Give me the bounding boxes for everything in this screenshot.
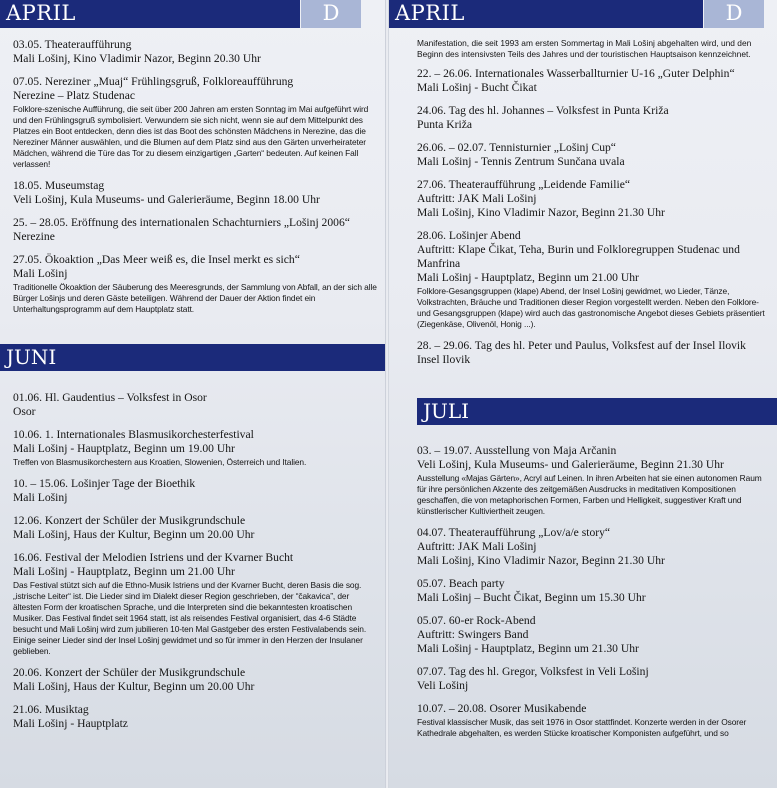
event-description: Festival klassischer Musik, das seit 1976 in Osor stattfindet. Konzerte werden in der Osorer Kathedrale abgehalten, es werden Stücke kroatischer Komponisten aufgeführt, und so xyxy=(417,717,747,738)
event-title: 24.06. Tag des hl. Johannes – Volksfest in Punta Križa xyxy=(417,104,669,117)
event-detail: Mali Lošinj - Hauptplatz, Beginn um 21.30 Uhr xyxy=(417,642,639,655)
event-item xyxy=(417,67,769,95)
language-tab: D xyxy=(301,0,361,28)
event-title: 03. – 19.07. Ausstellung von Maja Arčanin xyxy=(417,444,617,457)
event-detail: Mali Lošinj, Kino Vladimir Nazor, Beginn 20.30 Uhr xyxy=(13,52,261,65)
event-item xyxy=(13,703,378,731)
event-item xyxy=(417,141,769,169)
event-detail: Auftritt: Swingers Band xyxy=(417,628,529,641)
event-detail: Mali Lošinj - Hauptplatz xyxy=(13,717,128,730)
event-detail: Auftritt: Klape Čikat, Teha, Burin und Folkloregruppen Studenac und Manfrina xyxy=(417,243,740,270)
lead-paragraph: Manifestation, die seit 1993 am ersten Sommertag in Mali Lošinj abgehalten wird, und den Beginn des intensivsten Teils des Jahres und der touristischen Hauptsaison kennzeichnet. xyxy=(417,38,752,59)
event-item xyxy=(417,444,769,517)
event-detail: Mali Lošinj - Tennis Zentrum Sunčana uvala xyxy=(417,155,625,168)
event-item xyxy=(417,577,769,605)
event-item xyxy=(13,38,378,66)
event-item xyxy=(417,104,769,132)
event-item xyxy=(13,477,378,505)
event-title: 04.07. Theateraufführung „Lov/a/e story“ xyxy=(417,526,611,539)
event-detail: Mali Lošinj - Bucht Čikat xyxy=(417,81,537,94)
event-item xyxy=(13,428,378,468)
event-detail: Nerezine – Platz Studenac xyxy=(13,89,136,102)
event-title: 03.05. Theateraufführung xyxy=(13,38,132,51)
event-detail: Insel Ilovik xyxy=(417,353,471,366)
event-title: 05.07. 60-er Rock-Abend xyxy=(417,614,536,627)
right-page xyxy=(389,0,777,788)
event-title: 28. – 29.06. Tag des hl. Peter und Paulus, Volksfest auf der Insel Ilovik xyxy=(417,339,746,352)
event-detail: Veli Lošinj, Kula Museums- und Galerieräume, Beginn 21.30 Uhr xyxy=(417,458,724,471)
event-detail: Veli Lošinj xyxy=(417,679,469,692)
event-title: 10. – 15.06. Lošinjer Tage der Bioethik xyxy=(13,477,196,490)
event-item xyxy=(13,75,378,170)
month-bar-juli: JULI xyxy=(417,398,777,425)
event-title: 10.06. 1. Internationales Blasmusikorchesterfestival xyxy=(13,428,254,441)
april-events xyxy=(13,38,378,324)
event-title: 20.06. Konzert der Schüler der Musikgrundschule xyxy=(13,666,246,679)
event-title: 26.06. – 02.07. Tennisturnier „Lošinj Cup“ xyxy=(417,141,616,154)
event-item xyxy=(13,253,378,315)
event-title: 22. – 26.06. Internationales Wasserballturnier U-16 „Guter Delphin“ xyxy=(417,67,735,80)
event-item xyxy=(13,666,378,694)
event-title: 27.05. Ökoaktion „Das Meer weiß es, die Insel merkt es sich“ xyxy=(13,253,300,266)
language-tab: D xyxy=(704,0,764,28)
juni-events xyxy=(13,391,378,740)
header-month: APRIL xyxy=(0,0,300,28)
event-item xyxy=(417,339,769,367)
month-bar-juni: JUNI xyxy=(0,344,385,371)
event-item xyxy=(13,391,378,419)
event-item xyxy=(417,229,769,330)
event-description: Traditionelle Ökoaktion der Säuberung des Meeresgrunds, der Sammlung von Abfall, an der sich alle Bürger Lošinjs und deren Gäste beteiligen. Während der Dauer der Aktion findet ein Unterhaltungsprogramm auf dem Hauptplatz statt. xyxy=(13,282,377,314)
event-detail: Nerezine xyxy=(13,230,55,243)
event-item xyxy=(13,179,378,207)
event-title: 05.07. Beach party xyxy=(417,577,505,590)
event-detail: Veli Lošinj, Kula Museums- und Galerieräume, Beginn 18.00 Uhr xyxy=(13,193,320,206)
event-item xyxy=(417,702,769,739)
event-detail: Mali Lošinj xyxy=(13,491,68,504)
event-title: 01.06. Hl. Gaudentius – Volksfest in Osor xyxy=(13,391,207,404)
event-title: 07.05. Nereziner „Muaj“ Frühlingsgruß, Folkloreaufführung xyxy=(13,75,294,88)
event-title: 25. – 28.05. Eröffnung des internationalen Schachturniers „Lošinj 2006“ xyxy=(13,216,350,229)
left-page xyxy=(0,0,385,788)
event-detail: Mali Lošinj, Kino Vladimir Nazor, Beginn 21.30 Uhr xyxy=(417,206,665,219)
event-title: 10.07. – 20.08. Osorer Musikabende xyxy=(417,702,587,715)
event-detail: Mali Lošinj - Hauptplatz, Beginn um 19.00 Uhr xyxy=(13,442,235,455)
event-item xyxy=(13,514,378,542)
event-detail: Mali Lošinj - Hauptplatz, Beginn um 21.00 Uhr xyxy=(417,271,639,284)
event-title: 28.06. Lošinjer Abend xyxy=(417,229,521,242)
event-item xyxy=(13,216,378,244)
event-detail: Mali Lošinj, Haus der Kultur, Beginn um 20.00 Uhr xyxy=(13,680,255,693)
event-title: 21.06. Musiktag xyxy=(13,703,89,716)
event-detail: Mali Lošinj – Bucht Čikat, Beginn um 15.30 Uhr xyxy=(417,591,646,604)
event-item xyxy=(417,614,769,656)
event-title: 12.06. Konzert der Schüler der Musikgrundschule xyxy=(13,514,246,527)
event-description: Folklore-Gesangsgruppen (klape) Abend, der Insel Lošinj gewidmet, wo Lieder, Tänze, Volkstrachten, Bräuche und Traditionen dieser Region vorgestellt werden. Neben den Folklore- und Gesangsgruppen (klape) wird auch das gastronomische Angebot dieses Gebiets präsentiert (Ziegenkäse, Olivenöl, Honig ...). xyxy=(417,286,765,329)
event-description: Ausstellung «Majas Gärten», Acryl auf Leinen. In ihren Arbeiten hat sie einen autonomen Raum für ihre persönlichen Akzente des zeitgemäßen Ausdrucks in meditativen Kompositionen geschaffen, die von metaphorischen Formen, Farben und Helligkeit, suggestiver Kraft und künstlerischer Kultiviertheit zeugen. xyxy=(417,473,762,516)
header-month: APRIL xyxy=(389,0,703,28)
event-item xyxy=(417,665,769,693)
event-detail: Auftritt: JAK Mali Lošinj xyxy=(417,540,537,553)
event-title: 07.07. Tag des hl. Gregor, Volksfest in Veli Lošinj xyxy=(417,665,649,678)
juni-continued-events xyxy=(417,38,769,376)
event-title: 16.06. Festival der Melodien Istriens und der Kvarner Bucht xyxy=(13,551,294,564)
event-description: Treffen von Blasmusikorchestern aus Kroatien, Slowenien, Österreich und Italien. xyxy=(13,457,307,467)
event-description: Folklore-szenische Aufführung, die seit über 200 Jahren am ersten Sonntag im Mai aufgeführt wird und den Frühlingsgruß symbolisiert. Verwundern sie sich nicht, wenn sie auf dem Mittelpunkt des Platzes ein Boot entdecken, denn dies ist das Boot des schönsten Mädchens in Nerezine, das die Nereziner Männer auswählen, und die Blumen auf dem Platz sind aus den Gärten unverheirateter Mädchen, während die Türe das Tor zu diesem einzigartigen „Garten“ bedeuten. Auf keinen Fall verlassen! xyxy=(13,104,369,169)
event-detail: Punta Križa xyxy=(417,118,473,131)
event-item xyxy=(417,178,769,220)
event-detail: Osor xyxy=(13,405,36,418)
event-detail: Mali Lošinj, Kino Vladimir Nazor, Beginn 21.30 Uhr xyxy=(417,554,665,567)
event-description: Das Festival stützt sich auf die Ethno-Musik Istriens und der Kvarner Bucht, deren Basis die sog. „istrische Leiter“ ist. Die Lieder sind im Dialekt dieser Region geschrieben, der “čakavica”, der ältesten Form der kroatischen Sprache, und die Interpreten sind die bekanntesten kroatischen Musiker. Das Festival findet seit 1964 statt, ist als reisendes Festival organisiert, das 4-6 Städte besucht und Mali Lošinj wird zum jubilieren 10-ten Mal Gastgeber des ersten Festivalabends sein. Einige seiner Lieder sind der Insel Lošinj gewidmet und so für immer in den Herzen der Insulaner geblieben. xyxy=(13,580,367,656)
event-item xyxy=(417,526,769,568)
event-detail: Mali Lošinj - Hauptplatz, Beginn um 21.00 Uhr xyxy=(13,565,235,578)
event-title: 27.06. Theateraufführung „Leidende Familie“ xyxy=(417,178,631,191)
event-item xyxy=(13,551,378,657)
event-detail: Auftritt: JAK Mali Lošinj xyxy=(417,192,537,205)
event-detail: Mali Lošinj, Haus der Kultur, Beginn um 20.00 Uhr xyxy=(13,528,255,541)
event-detail: Mali Lošinj xyxy=(13,267,68,280)
event-title: 18.05. Museumstag xyxy=(13,179,105,192)
juli-events xyxy=(417,444,769,748)
